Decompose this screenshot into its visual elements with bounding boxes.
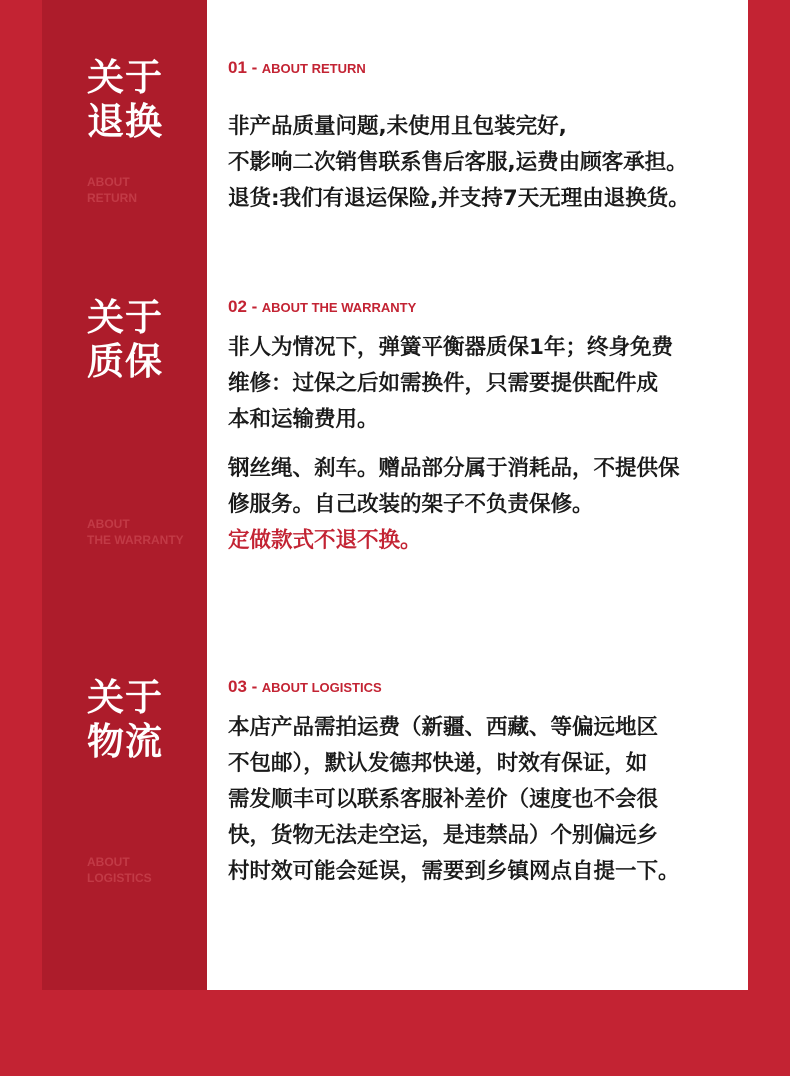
body-line: 钢丝绳、刹车。赠品部分属于消耗品，不提供保 bbox=[228, 456, 680, 481]
body-line: 非人为情况下，弹簧平衡器质保1年；终身免费 bbox=[228, 335, 673, 360]
sidebar bbox=[42, 0, 207, 990]
section-subtitle-line2: RETURN bbox=[87, 191, 137, 205]
section-body bbox=[228, 330, 748, 438]
section-title-line1: 关于 bbox=[87, 56, 163, 99]
section-body-extra bbox=[228, 451, 748, 559]
section-number: 02 - bbox=[228, 297, 258, 316]
section-title-line2: 物流 bbox=[87, 720, 163, 763]
section-subtitle-line1: ABOUT bbox=[87, 175, 130, 189]
section-subtitle-line2: THE WARRANTY bbox=[87, 533, 184, 547]
section-subtitle bbox=[87, 174, 207, 206]
section-number: 03 - bbox=[228, 677, 258, 696]
section-label bbox=[228, 677, 382, 697]
body-line: 修服务。自己改装的架子不负责保修。 bbox=[228, 492, 594, 517]
body-line: 不影响二次销售联系售后客服,运费由顾客承担。 bbox=[228, 150, 688, 175]
body-line: 维修：过保之后如需换件，只需要提供配件成 bbox=[228, 371, 659, 396]
section-subtitle bbox=[87, 854, 207, 886]
section-title bbox=[87, 56, 197, 144]
section-label-text: ABOUT LOGISTICS bbox=[261, 680, 382, 695]
section-title bbox=[87, 676, 197, 764]
section-body bbox=[228, 710, 748, 890]
section-title-line1: 关于 bbox=[87, 296, 163, 339]
section-label-text: ABOUT RETURN bbox=[261, 61, 366, 76]
section-subtitle-line1: ABOUT bbox=[87, 517, 130, 531]
section-subtitle bbox=[87, 516, 207, 548]
body-line: 村时效可能会延误，需要到乡镇网点自提一下。 bbox=[228, 859, 680, 884]
section-label bbox=[228, 297, 416, 317]
section-subtitle-line2: LOGISTICS bbox=[87, 871, 152, 885]
section-label-text: ABOUT THE WARRANTY bbox=[261, 300, 417, 315]
section-subtitle-line1: ABOUT bbox=[87, 855, 130, 869]
section-title-line2: 退换 bbox=[87, 100, 163, 143]
section-label bbox=[228, 58, 366, 78]
body-line: 快，货物无法走空运，是违禁品）个别偏远乡 bbox=[228, 823, 659, 848]
section-title-line2: 质保 bbox=[87, 340, 163, 383]
body-line: 非产品质量问题,未使用且包装完好, bbox=[228, 114, 567, 139]
body-line: 本和运输费用。 bbox=[228, 407, 379, 432]
section-body bbox=[228, 109, 748, 217]
body-line: 需发顺丰可以联系客服补差价（速度也不会很 bbox=[228, 787, 659, 812]
section-title-line1: 关于 bbox=[87, 676, 163, 719]
custom-no-return-notice: 定做款式不退不换。 bbox=[228, 528, 422, 553]
body-line: 退货:我们有退运保险,并支持7天无理由退换货。 bbox=[228, 186, 690, 211]
section-title bbox=[87, 296, 197, 384]
section-number: 01 - bbox=[228, 58, 258, 77]
body-line: 本店产品需拍运费（新疆、西藏、等偏远地区 bbox=[228, 715, 659, 740]
body-line: 不包邮），默认发德邦快递，时效有保证，如 bbox=[228, 751, 648, 776]
